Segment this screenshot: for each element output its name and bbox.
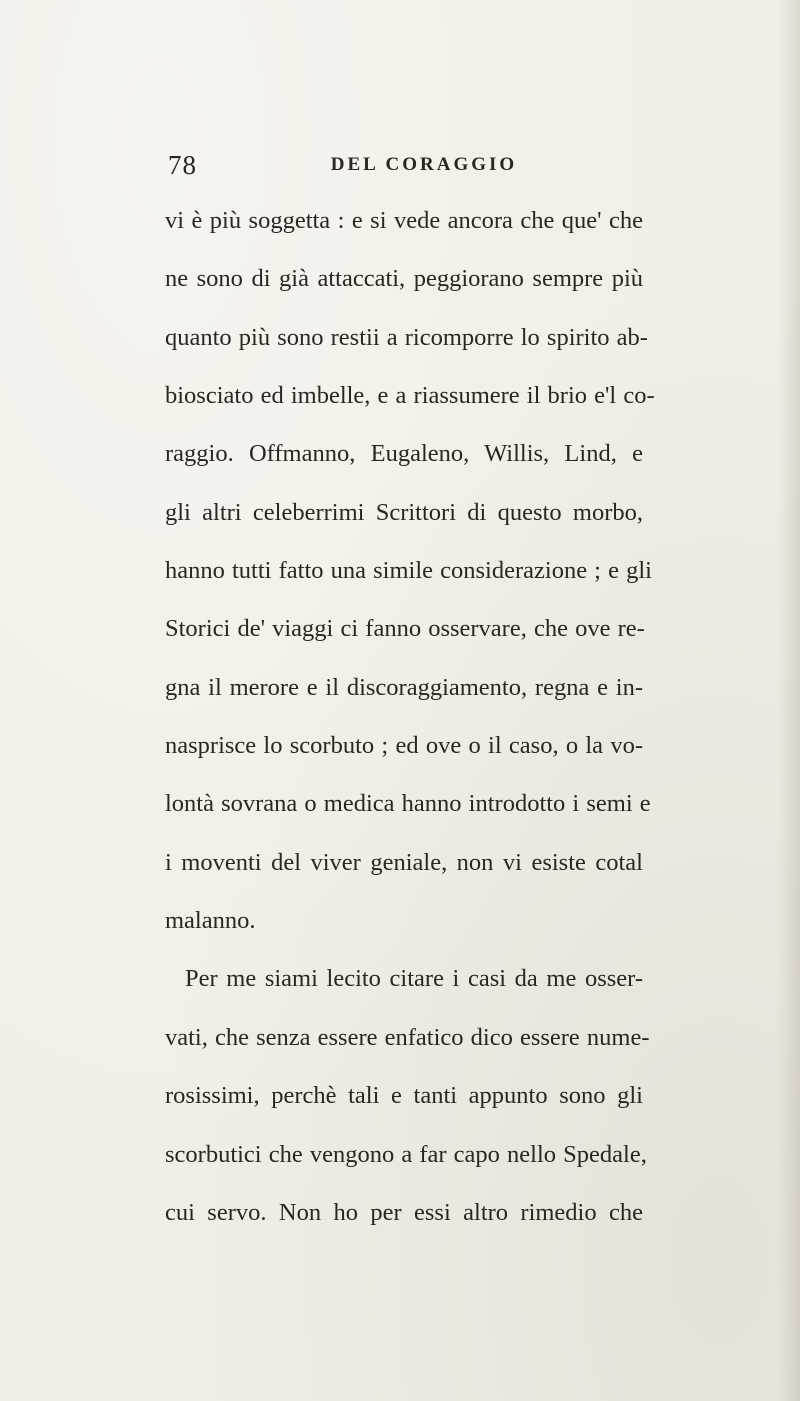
page-header: [168, 150, 640, 186]
text-line: gli altri celeberrimi Scrittori di questo morbo,: [165, 498, 643, 526]
text-line: hanno tutti fatto una simile considerazione ; e gli: [165, 557, 652, 585]
text-line: vi è più soggetta : e si vede ancora che que' che: [165, 207, 643, 234]
text-line: ne sono di già attaccati, peggiorano sempre più: [165, 265, 643, 293]
text-line: raggio. Offmanno, Eugaleno, Willis, Lind, e: [165, 440, 643, 468]
text-line: i moventi del viver geniale, non vi esiste cotal: [165, 848, 643, 876]
text-line: quanto più sono restii a ricomporre lo spirito ab-: [165, 323, 648, 351]
text-line-paragraph-start: Per me siami lecito citare i casi da me osser-: [185, 965, 643, 993]
running-head: DEL CORAGGIO: [330, 154, 518, 175]
text-line: scorbutici che vengono a far capo nello Spedale,: [165, 1140, 647, 1168]
text-line: vati, che senza essere enfatico dico essere nume-: [165, 1023, 650, 1051]
text-line: lontà sovrana o medica hanno introdotto i semi e: [165, 790, 651, 818]
text-line: rosissimi, perchè tali e tanti appunto sono gli: [165, 1082, 643, 1110]
text-line: Storici de' viaggi ci fanno osservare, che ove re-: [165, 615, 645, 643]
text-line: cui servo. Non ho per essi altro rimedio che: [165, 1198, 643, 1226]
text-line-paragraph-end: malanno.: [165, 907, 256, 935]
text-line: gna il merore e il discoraggiamento, regna e in-: [165, 673, 643, 701]
text-line: biosciato ed imbelle, e a riassumere il brio e'l co-: [165, 382, 655, 410]
page-number: 78: [168, 150, 197, 180]
page-edge-shadow: [778, 0, 800, 1401]
body-text: [165, 192, 655, 1242]
text-line: nasprisce lo scorbuto ; ed ove o il caso, o la vo-: [165, 732, 643, 760]
